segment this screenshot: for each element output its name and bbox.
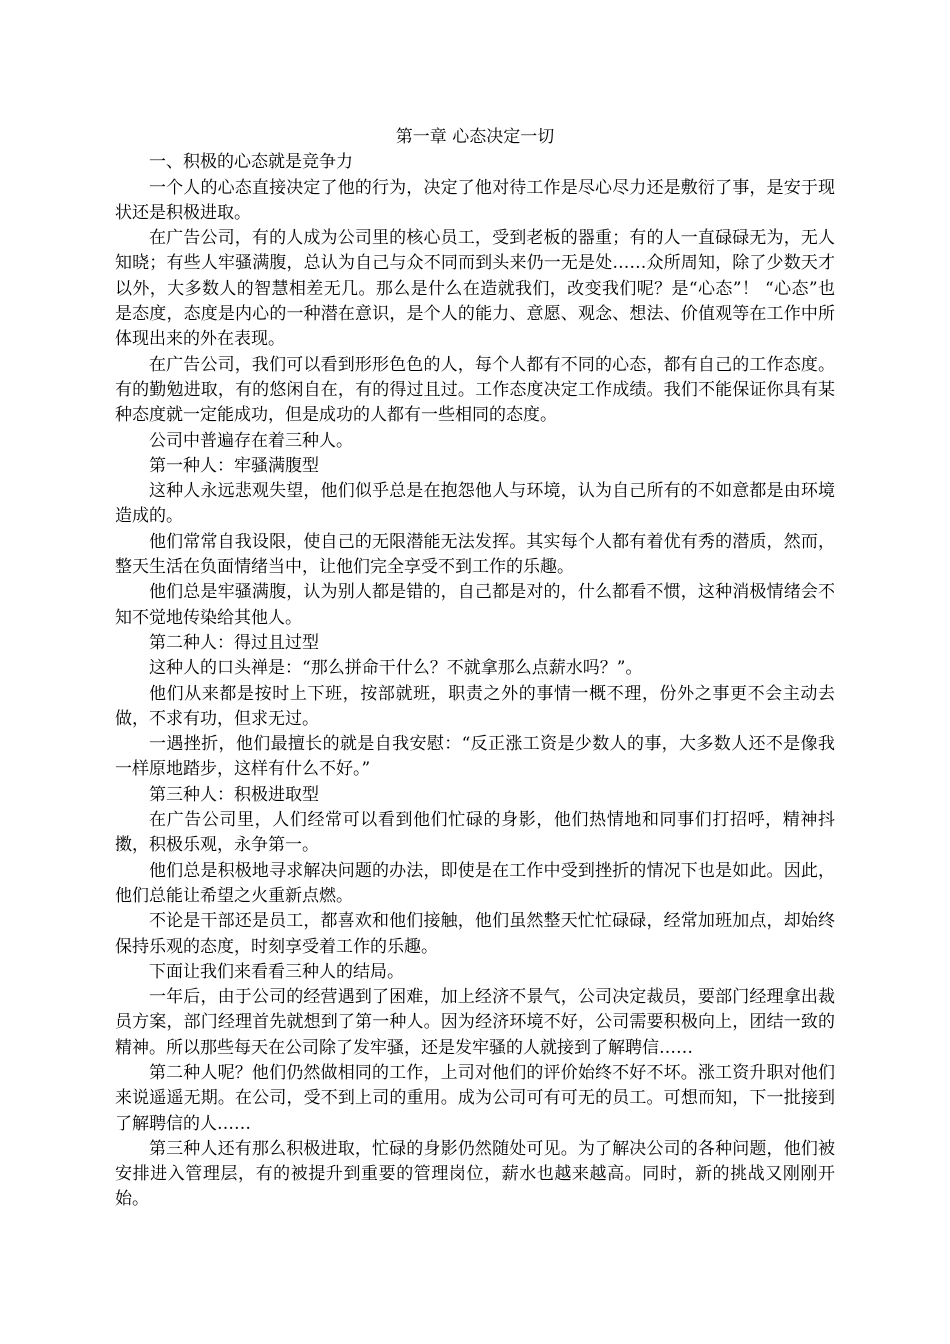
paragraph: 一遇挫折，他们最擅长的就是自我安慰：“反正涨工资是少数人的事，大多数人还不是像我一样原地踏步，这样有什么不好。” (115, 734, 835, 780)
body-text (115, 150, 835, 1212)
paragraph: 在广告公司里，人们经常可以看到他们忙碌的身影，他们热情地和同事们打招呼，精神抖擞，积极乐观，永争第一。 (115, 810, 835, 856)
paragraph: 第一种人：牢骚满腹型 (149, 455, 319, 476)
paragraph: 第三种人：积极进取型 (149, 784, 319, 805)
paragraph: 他们从来都是按时上下班，按部就班，职责之外的事情一概不理，份外之事更不会主动去做，不求有功，但求无过。 (115, 683, 835, 729)
paragraph: 一个人的心态直接决定了他的行为，决定了他对待工作是尽心尽力还是敷衍了事，是安于现状还是积极进取。 (115, 177, 835, 223)
paragraph: 不论是干部还是员工，都喜欢和他们接触，他们虽然整天忙忙碌碌，经常加班加点，却始终保持乐观的态度，时刻享受着工作的乐趣。 (115, 911, 835, 957)
paragraph: 在广告公司，我们可以看到形形色色的人，每个人都有不同的心态，都有自己的工作态度。有的勤勉进取，有的悠闲自在，有的得过且过。工作态度决定工作成绩。我们不能保证你具有某种态度就一定能成功，但是成功的人都有一些相同的态度。 (115, 354, 835, 426)
paragraph: 第三种人还有那么积极进取，忙碌的身影仍然随处可见。为了解决公司的各种问题，他们被安排进入管理层，有的被提升到重要的管理岗位，薪水也越来越高。同时，新的挑战又刚刚开始。 (115, 1138, 835, 1210)
document-page (115, 125, 835, 1213)
paragraph: 他们常常自我设限，使自己的无限潜能无法发挥。其实每个人都有着优有秀的潜质，然而，整天生活在负面情绪当中，让他们完全享受不到工作的乐趣。 (115, 531, 835, 578)
paragraph: 在广告公司，有的人成为公司里的核心员工，受到老板的器重；有的人一直碌碌无为，无人知晓；有些人牢骚满腹，总认为自己与众不同而到头来仍一无是处……众所周知，除了少数天才以外，大多数人的智慧相差无几。那么是什么在造就我们，改变我们呢？是“心态”！ “心态”也是态度，态度是内心的一种潜在意识，是个人的能力、意愿、观念、想法、价值观等在工作中所体现出来的外在表现。 (115, 228, 835, 350)
paragraph: 他们总是牢骚满腹，认为别人都是错的，自己都是对的，什么都看不惯，这种消极情绪会不知不觉地传染给其他人。 (115, 582, 835, 628)
paragraph: 他们总是积极地寻求解决问题的办法，即使是在工作中受到挫折的情况下也是如此。因此，他们总能让希望之火重新点燃。 (115, 860, 835, 906)
paragraph: 一年后，由于公司的经营遇到了困难，加上经济不景气，公司决定裁员，要部门经理拿出裁员方案，部门经理首先就想到了第一种人。因为经济环境不好，公司需要积极向上，团结一致的精神。所以那些每天在公司除了发牢骚，还是发牢骚的人就接到了解聘信…… (115, 987, 835, 1058)
paragraph: 下面让我们来看看三种人的结局。 (149, 961, 404, 982)
chapter-title: 第一章 心态决定一切 (395, 127, 555, 147)
section-heading: 一、积极的心态就是竞争力 (149, 152, 353, 173)
paragraph: 这种人的口头禅是：“那么拼命干什么？不就拿那么点薪水吗？”。 (149, 658, 643, 679)
paragraph: 第二种人：得过且过型 (149, 632, 319, 653)
paragraph: 第二种人呢？他们仍然做相同的工作，上司对他们的评价始终不好不坏。涨工资升职对他们来说遥遥无期。在公司，受不到上司的重用。成为公司可有可无的员工。可想而知，下一批接到了解聘信的人…… (115, 1062, 835, 1134)
paragraph: 这种人永远悲观失望，他们似乎总是在抱怨他人与环境，认为自己所有的不如意都是由环境造成的。 (115, 481, 835, 527)
paragraph: 公司中普遍存在着三种人。 (149, 430, 353, 451)
